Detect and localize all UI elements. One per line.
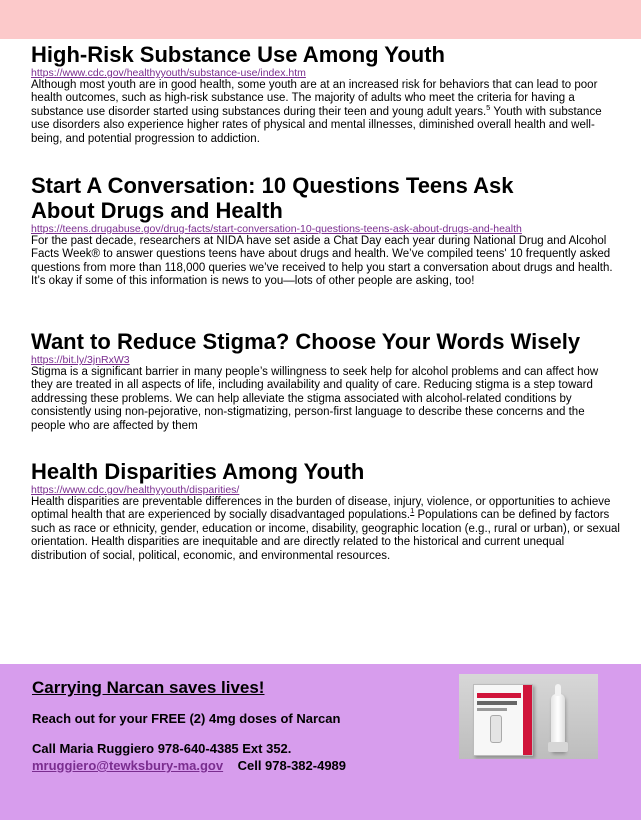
article-body: For the past decade, researchers at NIDA have set aside a Chat Day each year during National Drug and Alcohol Facts Week® to answer questions teens have about drugs and health. We’ve compiled teens' 10 frequently asked questions from more than 118,000 queries we’ve received to help you start a conversation about drugs and health. It’s okay if some of this information is news to you—lots of other people are asking, too! xyxy=(31,235,613,288)
narcan-box-icon xyxy=(473,684,533,756)
narcan-product-photo xyxy=(459,674,598,759)
article-reduce-stigma xyxy=(31,329,621,433)
footnote-ref: 5 xyxy=(486,102,491,112)
narcan-offer: Reach out for your FREE (2) 4mg doses of Narcan xyxy=(32,711,341,726)
contact-email-cell xyxy=(32,758,346,774)
article-body: Stigma is a significant barrier in many people’s willingness to seek help for alcohol problems and can affect how they are treated in all aspects of life, including availability and quality of care. Reducing stigma is a step toward addressing these problems. We can help alleviate the stigma associated with alcohol-related conditions by consistently using non-pejorative, non-stigmatizing, person-first language to describe these concerns and the people who are affected by them xyxy=(31,366,599,432)
article-link[interactable]: https://www.cdc.gov/healthyyouth/disparities/ xyxy=(31,484,240,496)
article-title: Want to Reduce Stigma? Choose Your Words Wisely xyxy=(31,329,581,354)
article-body-text: Although most youth are in good health, some youth are at an increased risk for behaviors that can lead to poor health outcomes, such as high-risk substance use. The majority of adults who meet the criteria for having a substance use disorder started using substances during their teen and young adult years. xyxy=(31,79,598,118)
article-body-text: Health disparities are preventable differences in the burden of disease, injury, violence, or opportunities to achieve optimal health that are experienced by socially disadvantaged populations. xyxy=(31,496,611,522)
narcan-headline: Carrying Narcan saves lives! xyxy=(32,678,265,697)
article-body xyxy=(31,496,621,563)
article-title: Health Disparities Among Youth xyxy=(31,459,365,484)
article-link[interactable]: https://www.cdc.gov/healthyyouth/substance-use/index.htm xyxy=(31,67,306,79)
contact-cell: Cell 978-382-4989 xyxy=(237,758,347,773)
article-title: Start A Conversation: 10 Questions Teens Ask About Drugs and Health xyxy=(31,173,514,223)
contact-email-link[interactable]: mruggiero@tewksbury-ma.gov xyxy=(32,758,224,773)
article-start-a-conversation xyxy=(31,173,613,289)
contact-line: Call Maria Ruggiero 978-640-4385 Ext 352. xyxy=(32,741,292,756)
article-link[interactable]: https://bit.ly/3jnRxW3 xyxy=(31,354,130,366)
article-health-disparities xyxy=(31,459,621,563)
top-color-band xyxy=(0,0,641,39)
article-body-text-cont: Populations can be defined by factors such as race or ethnicity, gender, education or income, disability, geographic location (e.g., rural or urban), or sexual orientation. Health disparities are inequitable and are directly related to the historical and current unequal distribution of social, political, economic, and environmental resources. xyxy=(31,509,620,562)
article-body xyxy=(31,79,621,146)
article-body-text-cont: Youth with substance use disorders also experience higher rates of physical and mental illnesses, diminished overall health and well-being, and potential progression to addiction. xyxy=(31,105,602,145)
nasal-spray-device-icon xyxy=(551,694,565,752)
footnote-ref: 1 xyxy=(410,506,415,516)
article-high-risk-substance-use xyxy=(31,42,621,146)
article-link[interactable]: https://teens.drugabuse.gov/drug-facts/start-conversation-10-questions-teens-ask-about-drugs-and-health xyxy=(31,223,522,235)
article-title: High-Risk Substance Use Among Youth xyxy=(31,42,445,67)
